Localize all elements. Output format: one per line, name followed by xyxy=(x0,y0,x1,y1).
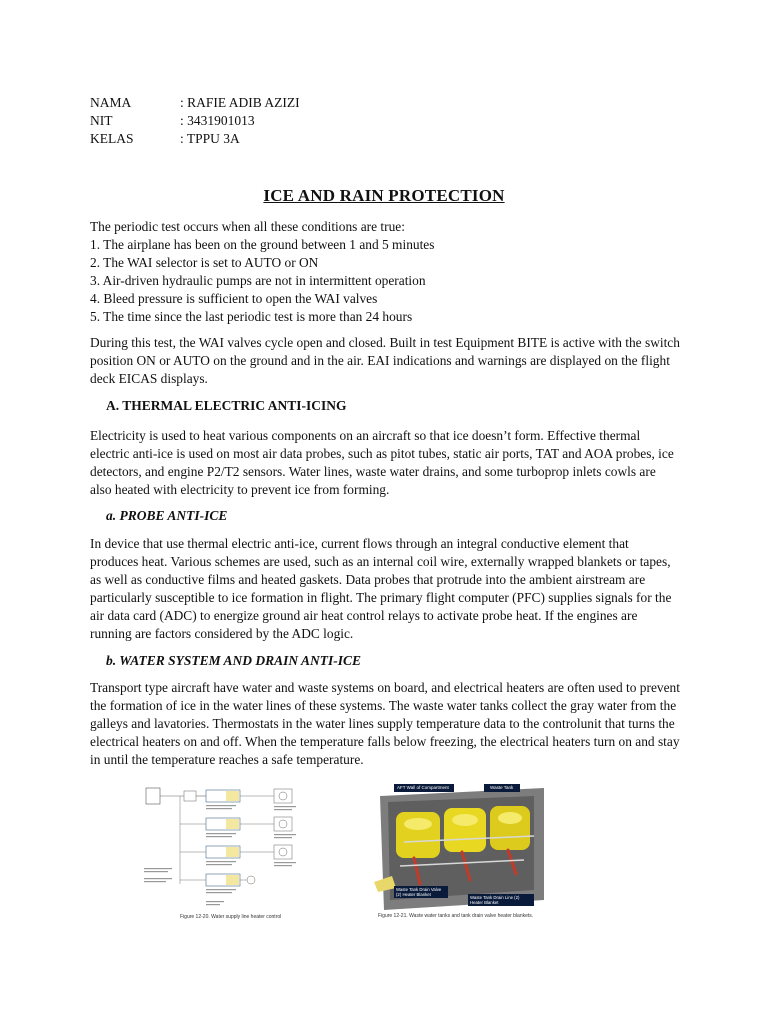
condition-item: 2. The WAI selector is set to AUTO or ON xyxy=(90,255,319,270)
info-label: NIT xyxy=(90,113,113,128)
figure-heater-control-diagram xyxy=(140,780,302,922)
label-drain-line-heater: Waste Tank Drain Line (2) Heater Blanket xyxy=(470,895,520,905)
paragraph-test: During this test, the WAI valves cycle open and closed. Built in test Equipment BITE is active with the switch position ON or AUTO on the ground and in the air. EAI indications and warnings are displayed on the flight deck EICAS displays. xyxy=(90,335,680,386)
label-waste-tank: Waste Tank xyxy=(490,785,514,790)
document-title: ICE AND RAIN PROTECTION xyxy=(263,186,505,205)
label-aft-wall: AFT Wall of Compartment xyxy=(397,785,449,790)
subsection-heading-probe: a. PROBE ANTI-ICE xyxy=(106,508,228,523)
probe-anti-ice-body: In device that use thermal electric anti-ice, current flows through an integral conductive element that produces heat. Various schemes are used, such as an internal coil wire, externally wrapped blankets or tapes, as well as conductive films and heated gaskets. Data probes that protrude into the ambient airstream are particularly susceptible to ice formation in flight. The primary flight computer (PFC) supplies signals for the air data card (ADC) to energize ground air heat control relays to activate probe heat. If the engines are running are factors considered by the ADC logic. xyxy=(90,536,672,641)
section-heading-a: A. THERMAL ELECTRIC ANTI-ICING xyxy=(106,398,347,413)
figure-caption: Figure 12-20. Water supply line heater control xyxy=(180,914,282,920)
intro-conditions xyxy=(90,218,680,326)
info-label: NAMA xyxy=(90,95,132,110)
label-drain-valve-heater: Waste Tank Drain Valve (2) Heater Blanket xyxy=(396,887,442,897)
condition-item: 1. The airplane has been on the ground between 1 and 5 minutes xyxy=(90,237,435,252)
info-value: : TPPU 3A xyxy=(180,131,240,146)
info-row-nit xyxy=(90,112,300,130)
condition-item: 3. Air-driven hydraulic pumps are not in intermittent operation xyxy=(90,273,426,288)
info-row-class xyxy=(90,130,300,148)
subsection-heading-water: b. WATER SYSTEM AND DRAIN ANTI-ICE xyxy=(106,653,362,668)
info-value: : RAFIE ADIB AZIZI xyxy=(180,95,300,110)
schematic-diagram xyxy=(140,780,302,922)
info-row-name xyxy=(90,94,300,112)
student-info xyxy=(90,94,300,148)
info-value: : 3431901013 xyxy=(180,113,255,128)
info-label: KELAS xyxy=(90,131,134,146)
figure-caption: Figure 12-21. Waste water tanks and tank drain valve heater blankets. xyxy=(378,913,534,919)
section-a-body: Electricity is used to heat various components on an aircraft so that ice doesn’t form. Effective thermal electric anti-ice is used on most air data probes, such as pitot tubes, static air ports, TAT and AOA probes, ice detectors, and engine P2/T2 sensors. Water lines, waste water drains, and some turboprop inlets cowls are also heated with electricity to prevent ice from forming. xyxy=(90,428,674,497)
condition-item: 5. The time since the last periodic test is more than 24 hours xyxy=(90,309,413,324)
intro-lead: The periodic test occurs when all these conditions are true: xyxy=(90,219,405,234)
condition-item: 4. Bleed pressure is sufficient to open the WAI valves xyxy=(90,291,378,306)
figure-waste-tank-illustration xyxy=(374,782,550,922)
water-anti-ice-body: Transport type aircraft have water and waste systems on board, and electrical heaters are often used to prevent the formation of ice in the water lines of these systems. The waste water tanks collect the gray water from the galleys and lavatories. Thermostats in the water lines supply temperature data to the controlunit that turns the electrical heaters on and off. When the temperature falls below freezing, the electrical heaters turn on and stay in until the temperature reaches a safe temperature. xyxy=(90,680,680,767)
